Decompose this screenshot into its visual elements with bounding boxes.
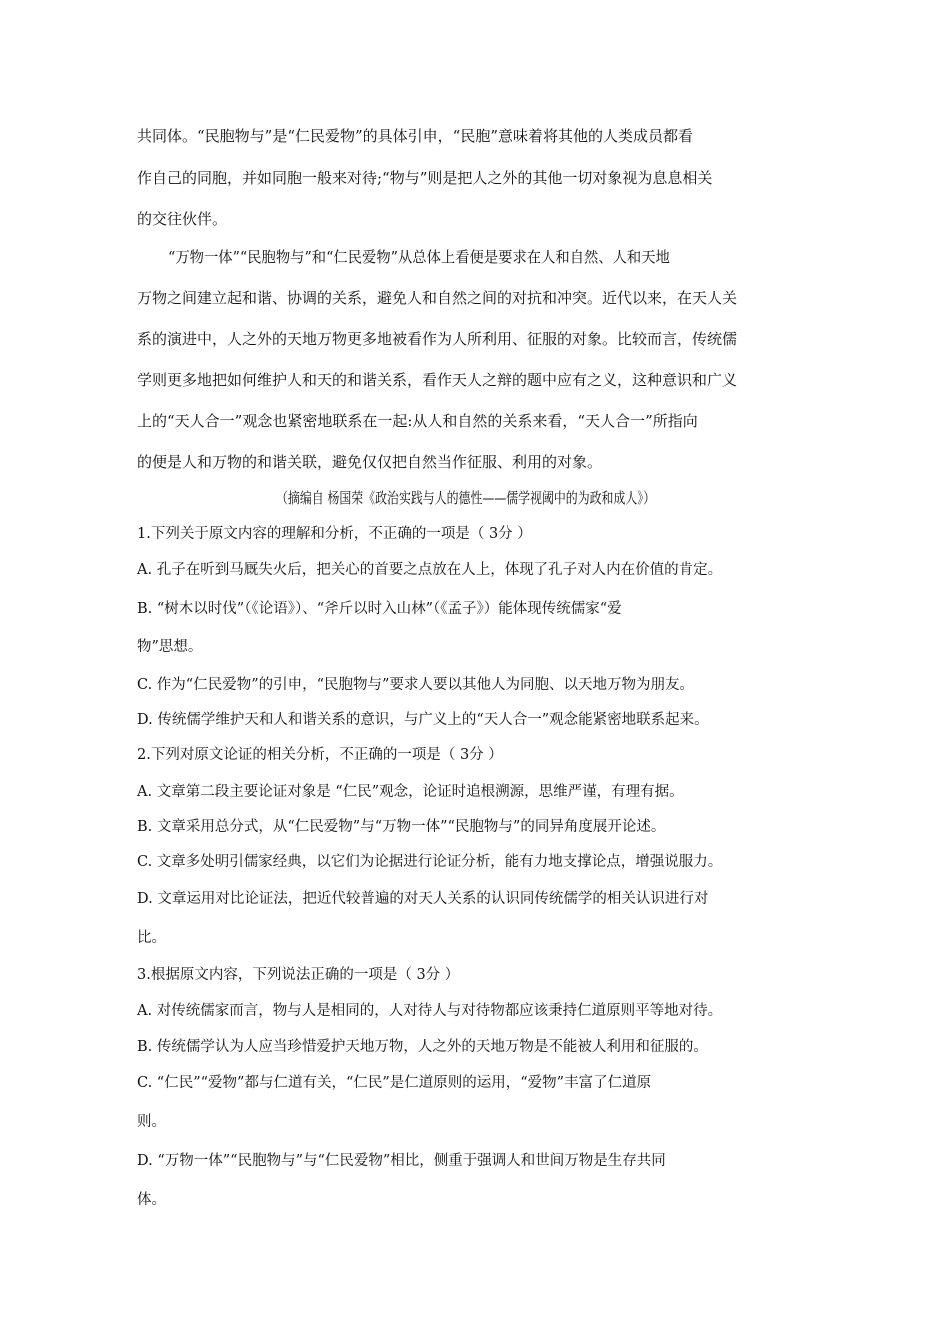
option-line: 比。 — [137, 930, 166, 946]
question-stem: 2.下列对原文论证的相关分析，不正确的一项是（ 3分 ） — [137, 747, 503, 763]
passage-line: 系的演进中，人之外的天地万物更多地被看作为人所利用、征服的对象。比较而言，传统儒 — [137, 330, 738, 348]
option-line: D. 传统儒学维护天和人和谐关系的意识，与广义上的“天人合一”观念能紧密地联系起来。 — [137, 712, 709, 728]
option-line: D. 文章运用对比论证法，把近代较普遍的对天人关系的认识同传统儒学的相关认识进行对 — [137, 891, 709, 907]
passage-line: 共同体。“民胞物与”是“仁民爱物”的具体引申，“民胞”意味着将其他的人类成员都看 — [137, 127, 694, 145]
option-line: 物”思想。 — [137, 639, 203, 655]
source-citation: （摘编自 杨国荣《政治实践与人的德性——儒学视阈中的为政和成人》） — [276, 489, 656, 507]
passage-line: “万物一体”“民胞物与”和“仁民爱物”从总体上看便是要求在人和自然、人和天地 — [168, 248, 670, 266]
passage-line: 上的“天人合一”观念也紧密地联系在一起:从人和自然的关系来看，“天人合一”所指向 — [137, 412, 698, 430]
option-line: B. 传统儒学认为人应当珍惜爱护天地万物，人之外的天地万物是不能被人利用和征服的。 — [137, 1039, 708, 1055]
question-stem: 3.根据原文内容，下列说法正确的一项是（ 3分 ） — [137, 967, 460, 983]
option-line: A. 孔子在听到马厩失火后，把关心的首要之点放在人上，体现了孔子对人内在价值的肯定。 — [137, 562, 723, 578]
passage-line: 的便是人和万物的和谐关联，避免仅仅把自然当作征服、利用的对象。 — [137, 453, 603, 471]
passage-line: 的交往伙伴。 — [137, 210, 228, 228]
option-line: A. 文章第二段主要论证对象是 “仁民”观念，论证时追根溯源，思维严谨，有理有据。 — [137, 784, 684, 800]
option-line: C. 作为“仁民爱物”的引申，“民胞物与”要求人要以其他人为同胞、以天地万物为朋友。 — [137, 677, 694, 693]
option-line: C. 文章多处明引儒家经典，以它们为论据进行论证分析，能有力地支撑论点，增强说服力。 — [137, 854, 723, 870]
passage-line: 万物之间建立起和谐、协调的关系，避免人和自然之间的对抗和冲突。近代以来，在天人关 — [137, 289, 738, 307]
option-line: 体。 — [137, 1192, 166, 1208]
option-line: C. “仁民”“爱物”都与仁道有关，“仁民”是仁道原则的运用，“爱物”丰富了仁道原 — [137, 1075, 652, 1091]
option-line: 则。 — [137, 1114, 166, 1130]
passage-line: 学则更多地把如何维护人和天的和谐关系，看作天人之辩的题中应有之义，这种意识和广义 — [137, 371, 738, 389]
option-line: D. “万物一体”“民胞物与”与“仁民爱物”相比，侧重于强调人和世间万物是生存共同 — [137, 1153, 666, 1169]
passage-line: 作自己的同胞，并如同胞一般来对待;“物与”则是把人之外的其他一切对象视为息息相关 — [137, 169, 713, 187]
question-stem: 1.下列关于原文内容的理解和分析，不正确的一项是（ 3分 ） — [137, 526, 532, 542]
option-line: B. “树木以时伐”（《论语》）、“斧斤以时入山林”（《孟子》）能体现传统儒家“爱 — [137, 601, 622, 617]
option-line: A. 对传统儒家而言，物与人是相同的，人对待人与对待物都应该秉持仁道原则平等地对待。 — [137, 1003, 723, 1019]
option-line: B. 文章采用总分式，从“仁民爱物”与“万物一体”“民胞物与”的同异角度展开论述。 — [137, 819, 666, 835]
